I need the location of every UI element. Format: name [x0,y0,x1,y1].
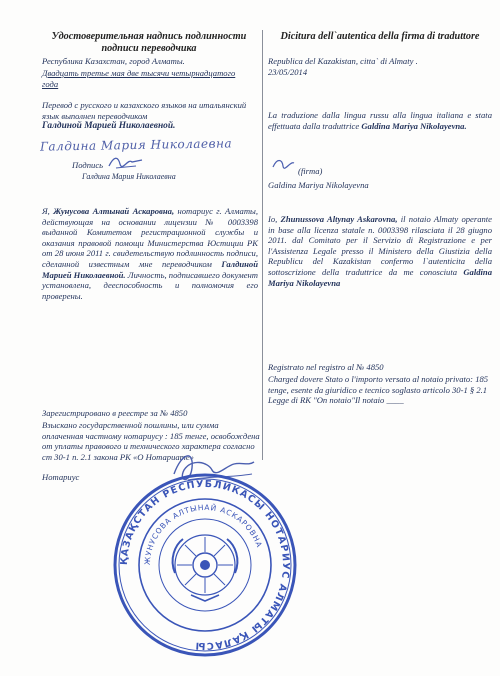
translator-signature-right [270,155,296,173]
left-registry: Зарегистрировано в реестре за № 4850 [42,408,188,418]
left-header-title: Удостоверительная надпись подлинности подписи переводчика [51,31,247,54]
right-translation-paragraph [268,110,492,131]
translator-signature-small [106,152,146,172]
right-fee: Charged dovere Stato o l'importo versato al notaio privato: 185 tenge, esente da giuridico e tecnico soglasto articolo 30-1 § 2.1 Legge di RK "On notaio"Il notaio ____ [268,374,489,406]
stamp-emblem [173,535,238,601]
left-notary-body: нотариус г. Алматы, действующая на основании лицензии № 0003398 выданной Комитетом регистрационной службы и оказания правовой помощи Министерства Юстиции РК от 28 июня 2011 г. свидетельствую подлинность подписи, сделанной известным мне переводчиком [42,206,258,269]
notary-seal-stamp [110,470,300,660]
right-translation-note: La traduzione dalla lingua russu alla lingua italiana e stata effettuata dalla traduttrice [268,110,492,131]
right-firma-label: (firma) [298,166,323,176]
right-notary-body: il notaio Almaty operante in base alla licenza statale n. 0003398 rilasciata il 28 giugno 2011. dal Comitato per il Servizio di Registrazione e per l'Assistenza Legale presso il Ministero della Giustizia della Republicu del Kazakistan confermo l`autenticita della sottoscrizione della traduttrice da me conosciuta [268,214,492,277]
right-notary-name: Zhunussova Altynay Askarovna, [280,214,398,224]
right-translator-printed: Galdina Mariya Nikolayevna [268,180,369,190]
right-translator-name: Galdina Mariya Nikolayevna. [361,120,467,131]
column-divider [262,30,263,460]
left-notary-translator: Галдиной Марией Николаевной. [42,258,258,280]
right-notary-paragraph [268,214,492,288]
left-translator-name: Галдиной Марией Николаевной. [42,121,176,131]
left-translation-note: Перевод с русского и казахского языков на итальянский язык выполнен переводчиком [42,100,247,121]
left-date-words: Двадцать третье мая две тысячи четырнадцатого года [42,68,236,89]
right-place: Republica del Kazakistan, citta` di Almaty . [268,56,418,66]
left-notary-name: Жунусова Алтынай Аскаровна, [53,206,175,216]
right-registry: Registrato nel registro al № 4850 [268,362,384,372]
stamp-inner-text: ЖУНУСОВА АЛТЫНАЙ АСКАРОВНА [142,502,265,566]
left-signature-label: Подпись [72,160,104,170]
left-place: Республика Казахстан, город Алматы. [42,56,185,66]
left-notary-intro: Я, [42,206,50,216]
handwritten-translator-name: Галдина Мария Николаевна [39,136,233,154]
left-fee: Взыскано государственной пошлины, или сумма оплаченная частному нотариусу : 185 тенге, освобождена от уплаты правового и технического характера согласно ст 30-1 п. 2.1 закона РК «О Нотариате» [42,420,260,462]
left-notary-tail: Личность, подписавшего документ установлена, дееспособность и полномочия его проверены. [42,269,258,301]
stamp-outer-text: ҚАЗАҚСТАН РЕСПУБЛИКАСЫ НОТАРИУС АЛМАТЫ ҚАЛАСЫ [118,478,292,652]
right-notary-intro: Io, [268,214,278,224]
right-date: 23/05/2014 [268,67,308,77]
left-notary-label: Нотариус [42,472,80,482]
left-notary-paragraph [42,206,258,301]
right-header-title: Dicitura dell`autentica della firma di traduttore [280,31,480,42]
left-translator-printed: Галдина Мария Николаевна [82,172,176,181]
right-notary-translator: Galdina Mariya Nikolayevna [268,266,492,288]
